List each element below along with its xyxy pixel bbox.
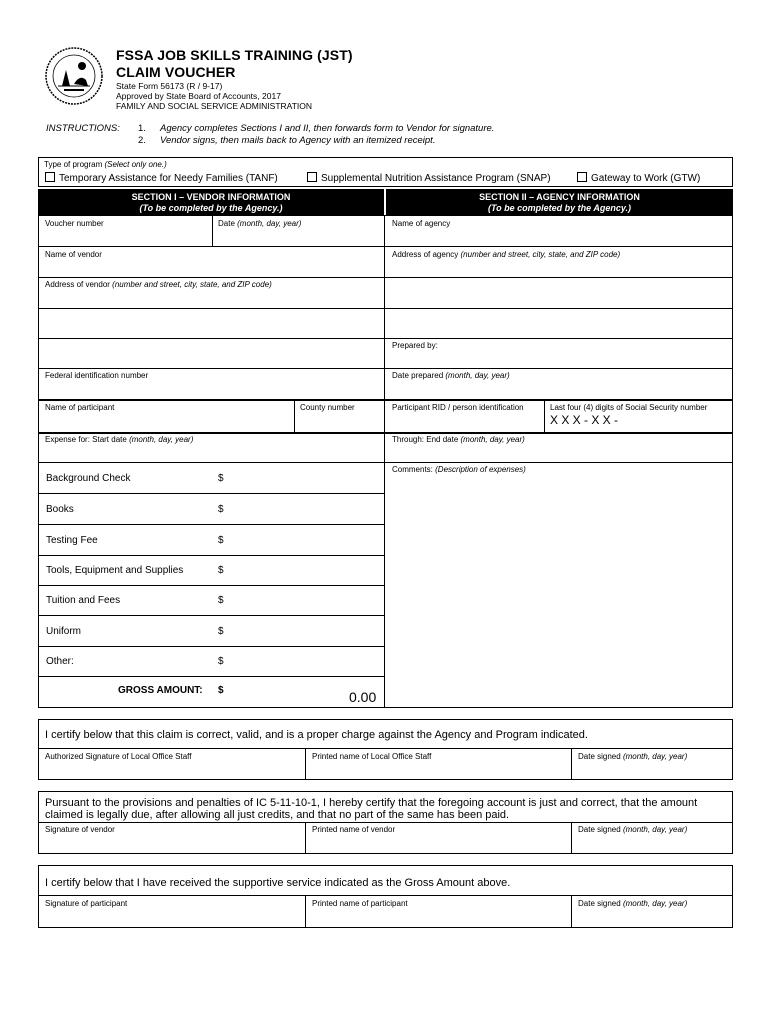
ssn-label: Last four (4) digits of Social Security number	[550, 403, 708, 412]
instruction-1: 1. Agency completes Sections I and II, then forwards form to Vendor for signature.	[138, 123, 495, 134]
expense-testing-fee-amount[interactable]: $	[218, 535, 224, 546]
gross-currency: $	[218, 685, 224, 696]
cert1-text: I certify below that this claim is correct, valid, and is a proper charge against the Agency and Program indicated.	[45, 729, 588, 741]
expense-background-check: Background Check	[46, 473, 131, 484]
section2-header: SECTION II – AGENCY INFORMATION (To be completed by the Agency.)	[386, 189, 733, 215]
checkbox-gtw[interactable]	[577, 172, 587, 182]
expense-uniform-amount[interactable]: $	[218, 626, 224, 637]
cert3-box	[38, 865, 733, 928]
instruction-2: 2. Vendor signs, then mails back to Agency with an itemized receipt.	[138, 135, 436, 146]
agency-name: FAMILY AND SOCIAL SERVICE ADMINISTRATION	[116, 101, 313, 111]
instructions-label: INSTRUCTIONS:	[46, 123, 120, 134]
voucher-number-field[interactable]: Voucher number	[45, 219, 104, 228]
expense-tools: Tools, Equipment and Supplies	[46, 565, 184, 576]
approval-note: Approved by State Board of Accounts, 2017	[116, 91, 281, 101]
comments-field[interactable]: Comments: (Description of expenses)	[392, 465, 526, 474]
cert1-date-field[interactable]: Date signed (month, day, year)	[578, 752, 688, 761]
agency-address-field[interactable]: Address of agency (number and street, city, state, and ZIP code)	[392, 250, 621, 259]
county-number-field[interactable]: County number	[300, 403, 355, 412]
program-option-gtw[interactable]: Gateway to Work (GTW)	[577, 172, 700, 184]
participant-name-field[interactable]: Name of participant	[45, 403, 115, 412]
participant-rid-field[interactable]: Participant RID / person identification	[392, 403, 524, 412]
expense-other-amount[interactable]: $	[218, 656, 224, 667]
form-title: FSSA JOB SKILLS TRAINING (JST) CLAIM VOUCHER	[116, 47, 353, 80]
checkbox-snap[interactable]	[307, 172, 317, 182]
program-option-tanf[interactable]: Temporary Assistance for Needy Families (TANF)	[45, 172, 278, 184]
expense-tuition-amount[interactable]: $	[218, 595, 224, 606]
prepared-by-field[interactable]: Prepared by:	[392, 341, 438, 350]
cert1-printed-name-field[interactable]: Printed name of Local Office Staff	[312, 752, 432, 761]
cert3-printed-name-field[interactable]: Printed name of participant	[312, 899, 408, 908]
expense-tuition: Tuition and Fees	[46, 595, 121, 606]
agency-name-field[interactable]: Name of agency	[392, 219, 451, 228]
vendor-name-field[interactable]: Name of vendor	[45, 250, 102, 259]
gross-amount-label: GROSS AMOUNT:	[118, 685, 203, 696]
expense-other: Other:	[46, 656, 74, 667]
checkbox-tanf[interactable]	[45, 172, 55, 182]
cert3-signature-field[interactable]: Signature of participant	[45, 899, 128, 908]
cert2-printed-name-field[interactable]: Printed name of vendor	[312, 825, 396, 834]
ssn-value[interactable]: X X X - X X -	[550, 413, 619, 427]
expense-background-check-amount[interactable]: $	[218, 473, 224, 484]
voucher-date-field[interactable]: Date (month, day, year)	[218, 219, 302, 228]
section1-header: SECTION I – VENDOR INFORMATION (To be completed by the Agency.)	[38, 189, 384, 215]
date-prepared-field[interactable]: Date prepared (month, day, year)	[392, 371, 510, 380]
end-date-field[interactable]: Through: End date (month, day, year)	[392, 435, 525, 444]
expense-tools-amount[interactable]: $	[218, 565, 224, 576]
program-option-snap[interactable]: Supplemental Nutrition Assistance Program (SNAP)	[307, 172, 551, 184]
gross-amount-value: 0.00	[349, 689, 377, 705]
cert2-signature-field[interactable]: Signature of vendor	[45, 825, 115, 834]
expense-testing-fee: Testing Fee	[46, 535, 98, 546]
program-label: Type of program (Select only one.)	[44, 160, 167, 169]
expense-books: Books	[46, 504, 74, 515]
cert3-text: I certify below that I have received the supportive service indicated as the Gross Amount above.	[45, 877, 511, 889]
start-date-field[interactable]: Expense for: Start date (month, day, year)	[45, 435, 194, 444]
cert2-text-line1: Pursuant to the provisions and penalties of IC 5-11-10-1, I hereby certify that the foregoing account is just and correct, that the amount	[45, 797, 698, 809]
form-number: State Form 56173 (R / 9-17)	[116, 81, 223, 91]
expense-uniform: Uniform	[46, 626, 82, 637]
expense-books-amount[interactable]: $	[218, 504, 224, 515]
cert1-signature-field[interactable]: Authorized Signature of Local Office Staff	[45, 752, 192, 761]
vendor-address-field[interactable]: Address of vendor (number and street, city, state, and ZIP code)	[45, 280, 272, 289]
federal-id-field[interactable]: Federal identification number	[45, 371, 149, 380]
cert2-date-field[interactable]: Date signed (month, day, year)	[578, 825, 688, 834]
state-seal	[44, 46, 104, 106]
cert2-text-line2: claimed is legally due, after allowing all just credits, and that no part of the same has been paid.	[45, 809, 510, 821]
cert3-date-field[interactable]: Date signed (month, day, year)	[578, 899, 688, 908]
